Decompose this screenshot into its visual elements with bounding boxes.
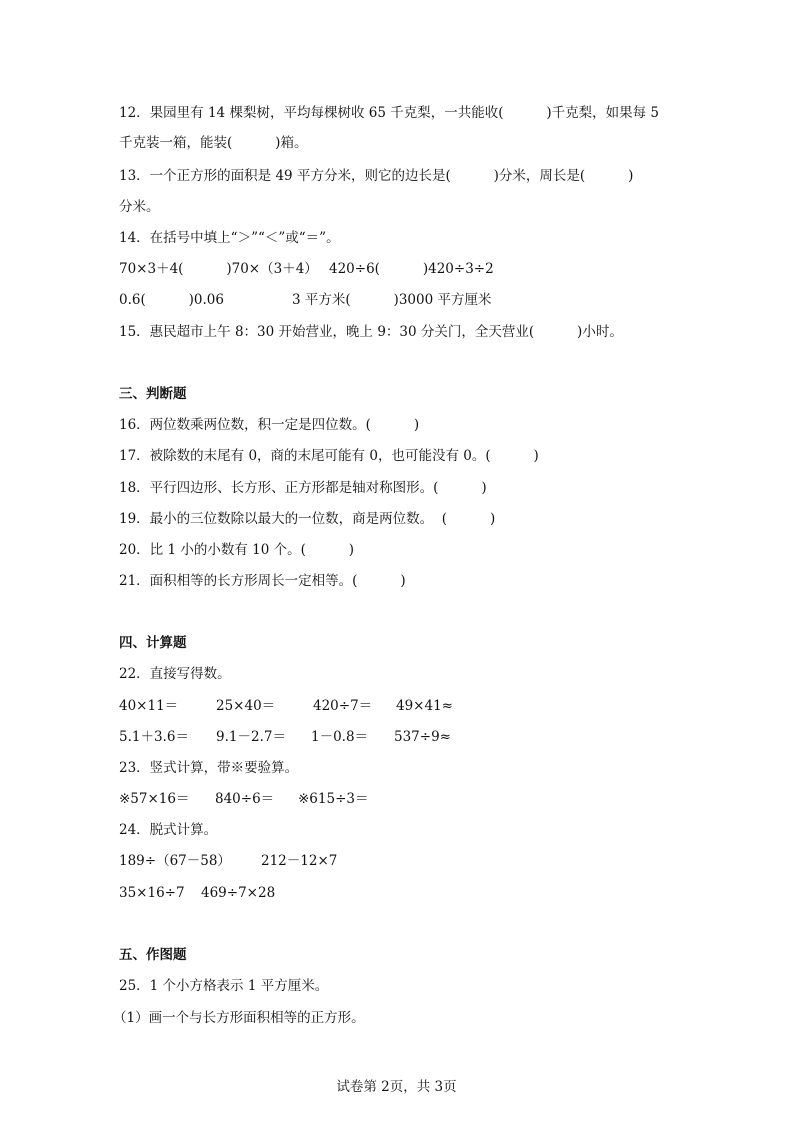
question-14-item-1: 70×3＋4( )70×（3＋4） [119,261,318,277]
oral-calc-item: 25×40＝ [216,698,276,714]
question-14-item-2: 420÷6( )420÷3÷2 [329,261,494,277]
question-25-part-1: （1）画一个与长方形面积相等的正方形。 [113,1010,365,1026]
question-24: 24．脱式计算。 [119,822,218,838]
question-16: 16．两位数乘两位数，积一定是四位数。( ) [119,417,420,433]
column-calc-item: ※57×16＝ [119,791,190,807]
question-23: 23．竖式计算，带※要验算。 [119,760,299,776]
step-calc-item: 35×16÷7 [119,885,185,901]
step-calc-item: 469÷7×28 [201,885,276,901]
question-15: 15．惠民超市上午 8：30 开始营业，晚上 9：30 分关门，全天营业( )小时。 [119,324,623,340]
step-calc-item: 212－12×7 [261,853,338,869]
question-19: 19．最小的三位数除以最大的一位数，商是两位数。 ( ) [119,511,496,527]
question-14-title: 14．在括号中填上“＞”“＜”或“＝”。 [119,230,340,246]
section-3-heading: 三、判断题 [119,386,187,402]
question-13-line-2: 分米。 [119,199,160,215]
question-17: 17．被除数的末尾有 0，商的末尾可能有 0，也可能没有 0。( ) [119,448,539,464]
section-5-heading: 五、作图题 [119,947,187,963]
oral-calc-item: 1－0.8＝ [311,729,369,745]
question-13-line-1: 13．一个正方形的面积是 49 平方分米，则它的边长是( )分米，周长是( ) [119,168,634,184]
page-footer: 试卷第 2页，共 3页 [336,1079,457,1095]
question-18: 18．平行四边形、长方形、正方形都是轴对称图形。( ) [119,480,487,496]
question-22: 22．直接写得数。 [119,666,231,682]
oral-calc-item: 537÷9≈ [394,729,451,745]
question-21: 21．面积相等的长方形周长一定相等。( ) [119,573,406,589]
step-calc-item: 189÷（67－58） [119,853,231,869]
column-calc-item: 840÷6＝ [215,791,275,807]
question-12-line-2: 千克装一箱，能装( )箱。 [119,135,308,151]
column-calc-item: ※615÷3＝ [298,791,369,807]
question-14-item-4: 3 平方米( )3000 平方厘米 [292,292,492,308]
oral-calc-item: 420÷7＝ [313,698,373,714]
oral-calc-item: 49×41≈ [396,698,453,714]
question-14-item-3: 0.6( )0.06 [119,292,224,308]
question-25: 25．1 个小方格表示 1 平方厘米。 [119,978,329,994]
oral-calc-item: 5.1＋3.6＝ [119,729,189,745]
oral-calc-item: 9.1－2.7＝ [216,729,286,745]
question-12-line-1: 12．果园里有 14 棵梨树，平均每棵树收 65 千克梨，一共能收( )千克梨，如果每 5 [119,105,660,121]
question-20: 20．比 1 小的小数有 10 个。( ) [119,542,355,558]
section-4-heading: 四、计算题 [119,635,187,651]
oral-calc-item: 40×11＝ [119,698,179,714]
